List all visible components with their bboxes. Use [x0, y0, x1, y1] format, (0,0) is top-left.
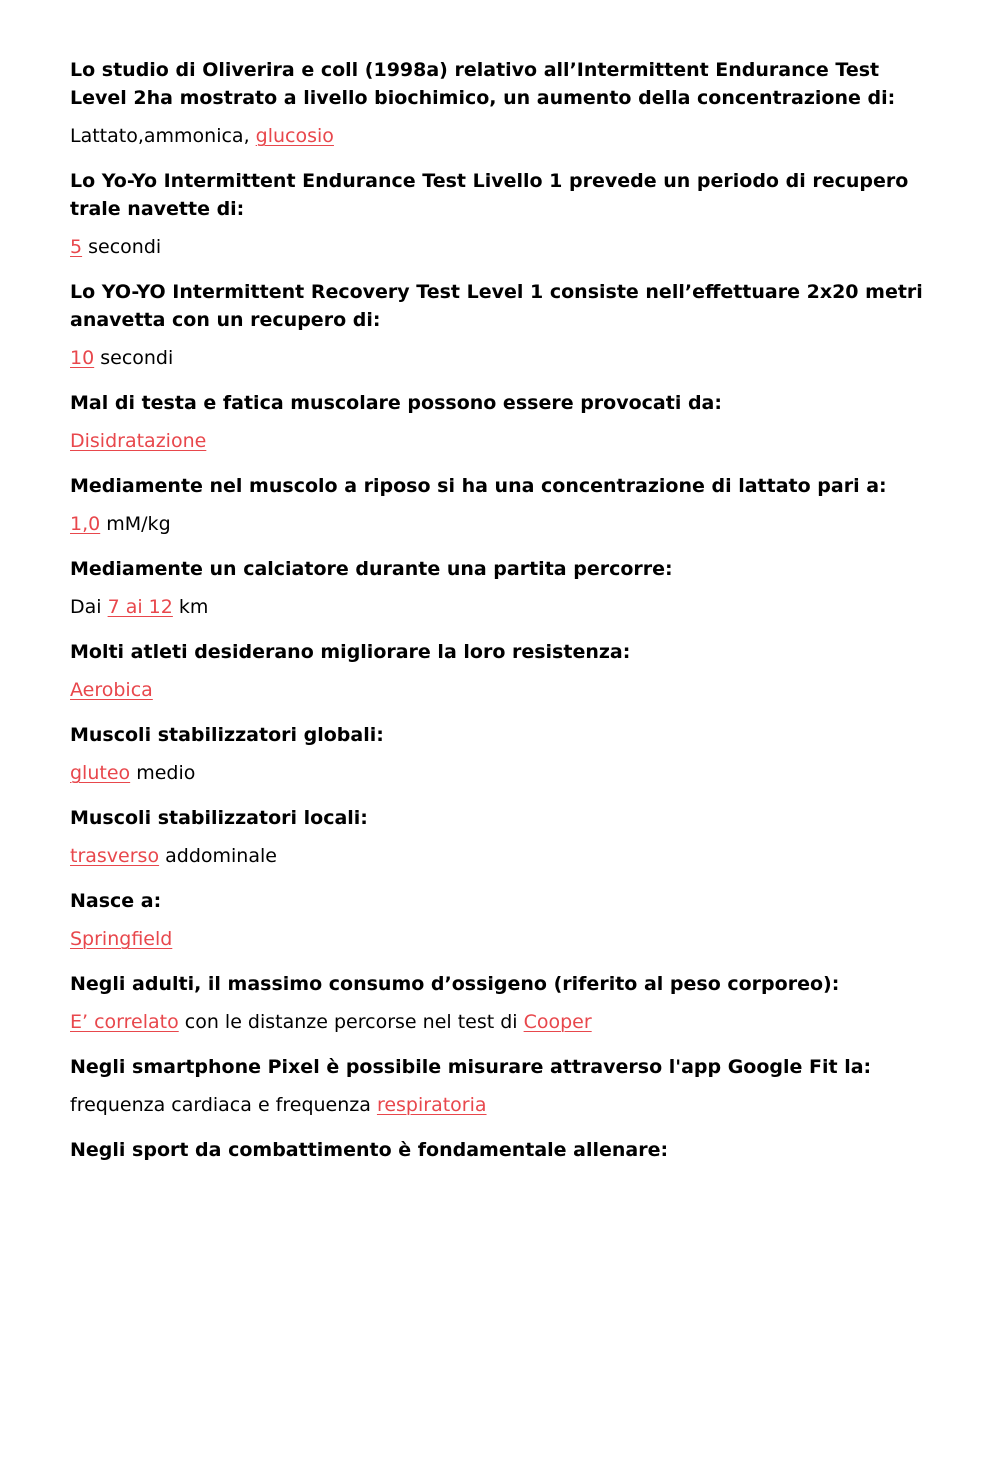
answer-segment: km	[172, 596, 209, 618]
highlighted-answer-segment: gluteo	[70, 762, 131, 784]
highlighted-answer-segment: trasverso	[70, 845, 160, 867]
answer-text	[70, 1008, 940, 1036]
highlighted-answer-segment: 5	[70, 236, 83, 258]
highlighted-answer-segment: Springfield	[70, 928, 173, 950]
answer-segment: addominale	[159, 845, 277, 867]
qa-item	[70, 804, 940, 870]
answer-text	[70, 759, 940, 787]
qa-item	[70, 167, 940, 261]
answer-segment: frequenza cardiaca e frequenza	[70, 1094, 377, 1116]
question-text: Mediamente un calciatore durante una partita percorre:	[70, 558, 673, 580]
highlighted-answer-segment: glucosio	[255, 125, 334, 147]
qa-item	[70, 970, 940, 1036]
highlighted-answer-segment: 7 ai 12	[107, 596, 173, 618]
highlighted-answer-segment: 1,0	[70, 513, 101, 535]
qa-item	[70, 278, 940, 372]
answer-segment: secondi	[82, 236, 162, 258]
answer-text	[70, 1091, 940, 1119]
qa-item	[70, 56, 940, 150]
question-text: Negli sport da combattimento è fondamentale allenare:	[70, 1139, 669, 1161]
answer-text	[70, 510, 940, 538]
qa-item	[70, 1053, 940, 1119]
answer-segment: medio	[130, 762, 196, 784]
qa-item	[70, 389, 940, 455]
answer-segment: mM/kg	[100, 513, 171, 535]
question-text: Muscoli stabilizzatori globali:	[70, 724, 384, 746]
qa-item	[70, 887, 940, 953]
question-text: Negli adulti, il massimo consumo d’ossigeno (riferito al peso corporeo):	[70, 973, 840, 995]
highlighted-answer-segment: Cooper	[523, 1011, 592, 1033]
question-text: Molti atleti desiderano migliorare la loro resistenza:	[70, 641, 631, 663]
qa-item	[70, 555, 940, 621]
qa-item	[70, 472, 940, 538]
answer-segment: Dai	[70, 596, 108, 618]
answer-text	[70, 344, 940, 372]
qa-item	[70, 638, 940, 704]
question-text: Muscoli stabilizzatori locali:	[70, 807, 368, 829]
answer-text	[70, 122, 940, 150]
highlighted-answer-segment: E’ correlato	[70, 1011, 179, 1033]
answer-segment: secondi	[94, 347, 174, 369]
document-page	[70, 56, 940, 1174]
question-text: Negli smartphone Pixel è possibile misurare attraverso l'app Google Fit la:	[70, 1056, 872, 1078]
qa-item	[70, 721, 940, 787]
question-text: Lo Yo-Yo Intermittent Endurance Test Livello 1 prevede un periodo di recupero trale navette di:	[70, 170, 909, 220]
answer-text	[70, 427, 940, 455]
question-text: Mal di testa e fatica muscolare possono essere provocati da:	[70, 392, 722, 414]
answer-text	[70, 676, 940, 704]
answer-segment: Lattato,ammonica,	[70, 125, 256, 147]
highlighted-answer-segment: Aerobica	[70, 679, 153, 701]
answer-text	[70, 925, 940, 953]
highlighted-answer-segment: 10	[70, 347, 95, 369]
qa-item	[70, 1136, 940, 1164]
question-text: Lo studio di Oliverira e coll (1998a) relativo all’Intermittent Endurance Test Level 2ha mostrato a livello biochimico, un aumento della concentrazione di:	[70, 59, 896, 109]
highlighted-answer-segment: respiratoria	[376, 1094, 487, 1116]
question-text: Mediamente nel muscolo a riposo si ha una concentrazione di lattato pari a:	[70, 475, 887, 497]
question-text: Lo YO-YO Intermittent Recovery Test Level 1 consiste nell’effettuare 2x20 metri anavetta con un recupero di:	[70, 281, 923, 331]
highlighted-answer-segment: Disidratazione	[70, 430, 207, 452]
answer-segment: con le distanze percorse nel test di	[178, 1011, 524, 1033]
answer-text	[70, 842, 940, 870]
question-text: Nasce a:	[70, 890, 162, 912]
answer-text	[70, 593, 940, 621]
answer-text	[70, 233, 940, 261]
